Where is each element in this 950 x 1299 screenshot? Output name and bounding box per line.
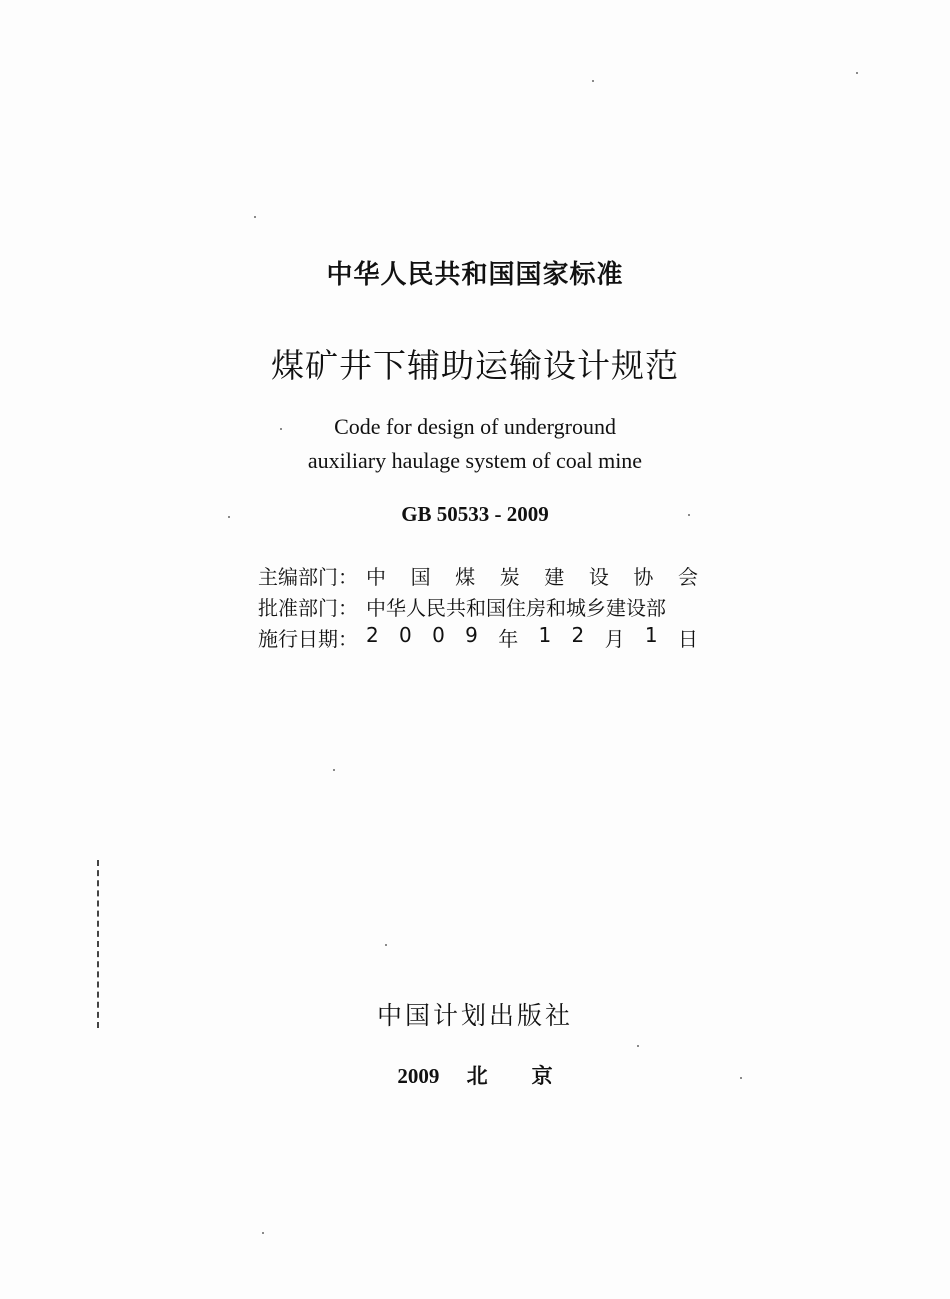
scan-speck	[254, 216, 256, 218]
date-char: 月	[604, 627, 625, 651]
chief-editor-char: 国	[410, 565, 431, 589]
publication-city	[467, 1064, 553, 1088]
approval-row	[258, 591, 698, 622]
city-char: 京	[531, 1064, 553, 1088]
publication-info	[258, 560, 698, 653]
scan-speck	[262, 1232, 264, 1234]
scan-speck	[688, 514, 690, 516]
scan-speck	[740, 1077, 742, 1079]
effective-date-value	[366, 623, 698, 652]
date-char: 9	[465, 623, 478, 647]
chief-editor-char: 协	[633, 565, 654, 589]
english-title-line-1: Code for design of underground	[334, 414, 616, 439]
scan-speck	[333, 769, 335, 771]
date-char: 年	[498, 627, 519, 651]
scan-speck	[637, 1045, 639, 1047]
city-char: 北	[466, 1064, 488, 1088]
chief-editor-char: 炭	[499, 565, 520, 589]
scan-speck	[385, 944, 387, 946]
english-title	[0, 410, 950, 478]
standard-type-heading: 中华人民共和国国家标准	[326, 260, 624, 290]
chief-editor-label: 主编部门：	[258, 565, 358, 589]
chief-editor-char: 设	[588, 565, 609, 589]
date-char: 1	[644, 623, 658, 647]
scan-speck	[856, 72, 858, 74]
chief-editor-char: 中	[366, 565, 386, 589]
scan-speck	[228, 516, 230, 518]
approval-label: 批准部门：	[258, 596, 358, 620]
chinese-title: 煤矿井下辅助运输设计规范	[271, 346, 679, 385]
publication-year-city	[0, 1060, 950, 1090]
publication-year: 2009	[397, 1064, 440, 1088]
chief-editor-char: 会	[677, 565, 698, 589]
chief-editor-row	[258, 560, 698, 591]
standard-number: GB 50533 - 2009	[401, 502, 549, 526]
scan-speck	[280, 428, 282, 430]
date-char: 2	[571, 623, 585, 647]
publisher-name: 中国计划出版社	[376, 1001, 573, 1030]
scan-binding-mark	[97, 860, 105, 1028]
chief-editor-char: 建	[544, 565, 565, 589]
chief-editor-value	[366, 561, 698, 590]
effective-date-row	[258, 622, 698, 653]
scan-speck	[592, 80, 594, 82]
date-char: 2	[366, 623, 379, 647]
approval-value: 中华人民共和国住房和城乡建设部	[366, 596, 666, 620]
chief-editor-char: 煤	[455, 565, 476, 589]
english-title-line-2: auxiliary haulage system of coal mine	[307, 448, 643, 473]
effective-date-label: 施行日期：	[258, 627, 358, 651]
date-char: 日	[677, 627, 698, 651]
date-char: 1	[538, 623, 552, 647]
date-char: 0	[399, 623, 412, 647]
date-char: 0	[432, 623, 445, 647]
